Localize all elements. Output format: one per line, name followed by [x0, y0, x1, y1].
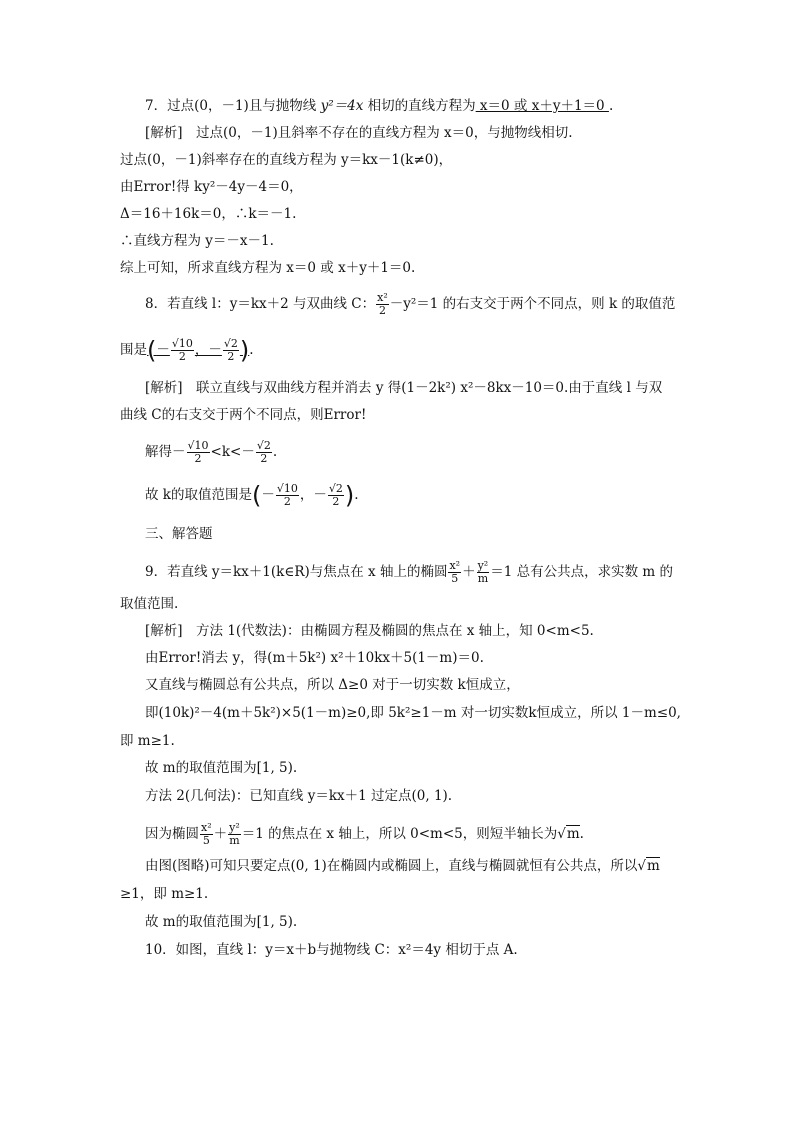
q9-solution-line-3: 又直线与椭圆总有公共点，所以 Δ≥0 对于一切实数 k恒成立， — [145, 677, 520, 693]
q9-sol8-f1-den: 5 — [202, 834, 210, 847]
q8-solution-line-3 — [145, 440, 277, 465]
q7-solution-line-3: 由Error!得 ky²－4y－4＝0， — [120, 179, 303, 195]
q8-stem — [145, 292, 675, 317]
q7-solution-line-1: [解析] 过点(0，－1)且斜率不存在的直线方程为 x＝0，与抛物线相切. — [145, 125, 573, 141]
q8-solution-line-4: 故 k的取值范围是(－ $\frac{√10}{2}$ ，－ $\frac{√2}{2}$ ). — [145, 481, 359, 510]
q9-solution-line-9: 由图(图略)可知只要定点(0, 1)在椭圆内或椭圆上，直线与椭圆就恒有公共点，所以√m — [145, 858, 660, 874]
q8-sol3-den-1: 2 — [194, 452, 202, 465]
q8-stem-text: 8．若直线 l：y＝kx＋2 与双曲线 C： — [145, 296, 376, 312]
q8-sol4-a: 故 k的取值范围是 — [145, 487, 252, 503]
q9-sol8-a: 因为椭圆 — [145, 826, 199, 842]
q8-sol3-num-1: √10 — [187, 439, 209, 452]
q9-solution-line-11: 故 m的取值范围为[1, 5). — [145, 914, 298, 930]
q8-sol4-num-1: √10 — [276, 482, 298, 495]
q9-sol8-plus: ＋ — [213, 826, 228, 842]
q8-answer-prefix: 围是 — [120, 342, 147, 358]
q9-solution-line-7: 方法 2(几何法)：已知直线 y＝kx＋1 过定点(0, 1). — [145, 788, 453, 804]
q8-fraction — [376, 292, 389, 317]
q8-answer-end: . — [249, 342, 254, 358]
q8-sol3-b: <k<－ — [210, 444, 255, 460]
q9-stem — [145, 560, 673, 585]
q8-frac-den: 2 — [378, 304, 386, 317]
section-heading: 三、解答题 — [145, 526, 213, 542]
q8-ans-num-1: √10 — [171, 337, 193, 350]
q7-solution-line-6: 综上可知，所求直线方程为 x＝0 或 x＋y＋1＝0. — [120, 260, 416, 276]
q9-stem-text: 9．若直线 y＝kx＋1(k∈R)与焦点在 x 轴上的椭圆 — [145, 564, 448, 580]
q9-solution-line-2: 由Error!消去 y，得(m＋5k²) x²＋10kx＋5(1－m)＝0. — [145, 650, 484, 666]
q7-parabola-eq: y²＝4x — [320, 98, 364, 114]
q8-solution-line-1: [解析] 联立直线与双曲线方程并消去 y 得(1－2k²) x²－8kx－10＝0.由于直线 l 与双 — [145, 380, 663, 396]
q8-sol4-num-2: √2 — [328, 482, 343, 495]
q7-stem-end: . — [608, 98, 614, 114]
q7-answer: x＝0 或 x＋y＋1＝0 — [475, 98, 609, 114]
q8-sol3-a: 解得－ — [145, 444, 186, 460]
q9-sol8-f2-num: y² — [229, 821, 240, 834]
q9-sol8-sqrt: m — [566, 826, 580, 842]
q9-stem-text-2: ＝1 总有公共点，求实数 m 的 — [490, 564, 673, 580]
q9-f1-den: 5 — [451, 572, 459, 585]
q8-sol4-den-2: 2 — [332, 495, 340, 508]
q8-ans-den-2: 2 — [227, 350, 235, 363]
q7-solution-line-4: Δ＝16＋16k＝0，∴k＝－1. — [120, 206, 297, 222]
q8-sol3-end: . — [272, 444, 278, 460]
q9-solution-line-6: 故 m的取值范围为[1, 5). — [145, 760, 298, 776]
q7-solution-line-5: ∴直线方程为 y＝－x－1. — [120, 233, 274, 249]
q9-sol8-b: ＝1 的焦点在 x 轴上，所以 0<m<5，则短半轴长为 — [241, 826, 558, 842]
q9-sol8-end: . — [579, 826, 584, 842]
q7-stem-text-2: 相切的直线方程为 — [363, 98, 476, 114]
q9-sol8-f1-num: x² — [201, 821, 212, 834]
q9-solution-line-10: ≥1，即 m≥1. — [120, 886, 209, 902]
q7-stem-text: 7．过点(0，－1)且与抛物线 — [145, 98, 321, 114]
q9-f1-num: x² — [449, 559, 461, 572]
q8-sol3-den-2: 2 — [260, 452, 268, 465]
q7-stem — [145, 96, 613, 116]
q8-ans-den-1: 2 — [178, 350, 186, 363]
q9-solution-line-4: 即(10k)²－4(m＋5k²)×5(1－m)≥0,即 5k²≥1－m 对一切实数k恒成立，所以 1－m≤0, — [145, 705, 681, 721]
q8-ans-num-2: √2 — [223, 337, 238, 350]
q9-solution-line-8: 因为椭圆 $\frac{\text{x²}}{5}$ ＋ $\frac{\text{y²}}{m}$ ＝1 的焦点在 x 轴上，所以 0<m<5，则短半轴长为√m. — [145, 821, 584, 847]
q10-stem: 10．如图，直线 l：y＝x＋b与抛物线 C：x²＝4y 相切于点 A. — [145, 942, 518, 958]
q9-f2-den: m — [477, 572, 489, 585]
q9-plus: ＋ — [462, 564, 476, 580]
q8-solution-line-2 — [120, 405, 366, 425]
q9-f2-num: y² — [477, 559, 489, 572]
q9-sol9-sqrt: m — [646, 858, 660, 874]
q9-sol8-f2-den: m — [229, 834, 240, 847]
q9-stem-line-2: 取值范围. — [120, 596, 179, 612]
q8-stem-text-2: －y²＝1 的右支交于两个不同点，则 k 的取值范 — [389, 296, 676, 312]
q8-sol4-den-1: 2 — [283, 495, 291, 508]
q8-frac-num: x² — [377, 291, 388, 304]
q8-solution-line-2-text: 曲线 C的右支交于两个不同点，则Error! — [120, 407, 367, 423]
q7-solution-line-2: 过点(0，－1)斜率存在的直线方程为 y＝kx－1(k≠0)， — [120, 152, 453, 168]
q9-sol9-text: 由图(图略)可知只要定点(0, 1)在椭圆内或椭圆上，直线与椭圆就恒有公共点，所以 — [145, 858, 638, 874]
q9-solution-line-5: 即 m≥1. — [120, 733, 175, 749]
q8-answer: (－ $\frac{√10}{2}$ ，－ $\frac{√2}{2}$ ) — [147, 336, 250, 365]
q9-solution-line-1: [解析] 方法 1(代数法)：由椭圆方程及椭圆的焦点在 x 轴上，知 0<m<5. — [145, 623, 594, 639]
q8-sol4-end: . — [354, 487, 359, 503]
q8-sol3-num-2: √2 — [256, 439, 271, 452]
q8-answer-line — [120, 338, 254, 363]
